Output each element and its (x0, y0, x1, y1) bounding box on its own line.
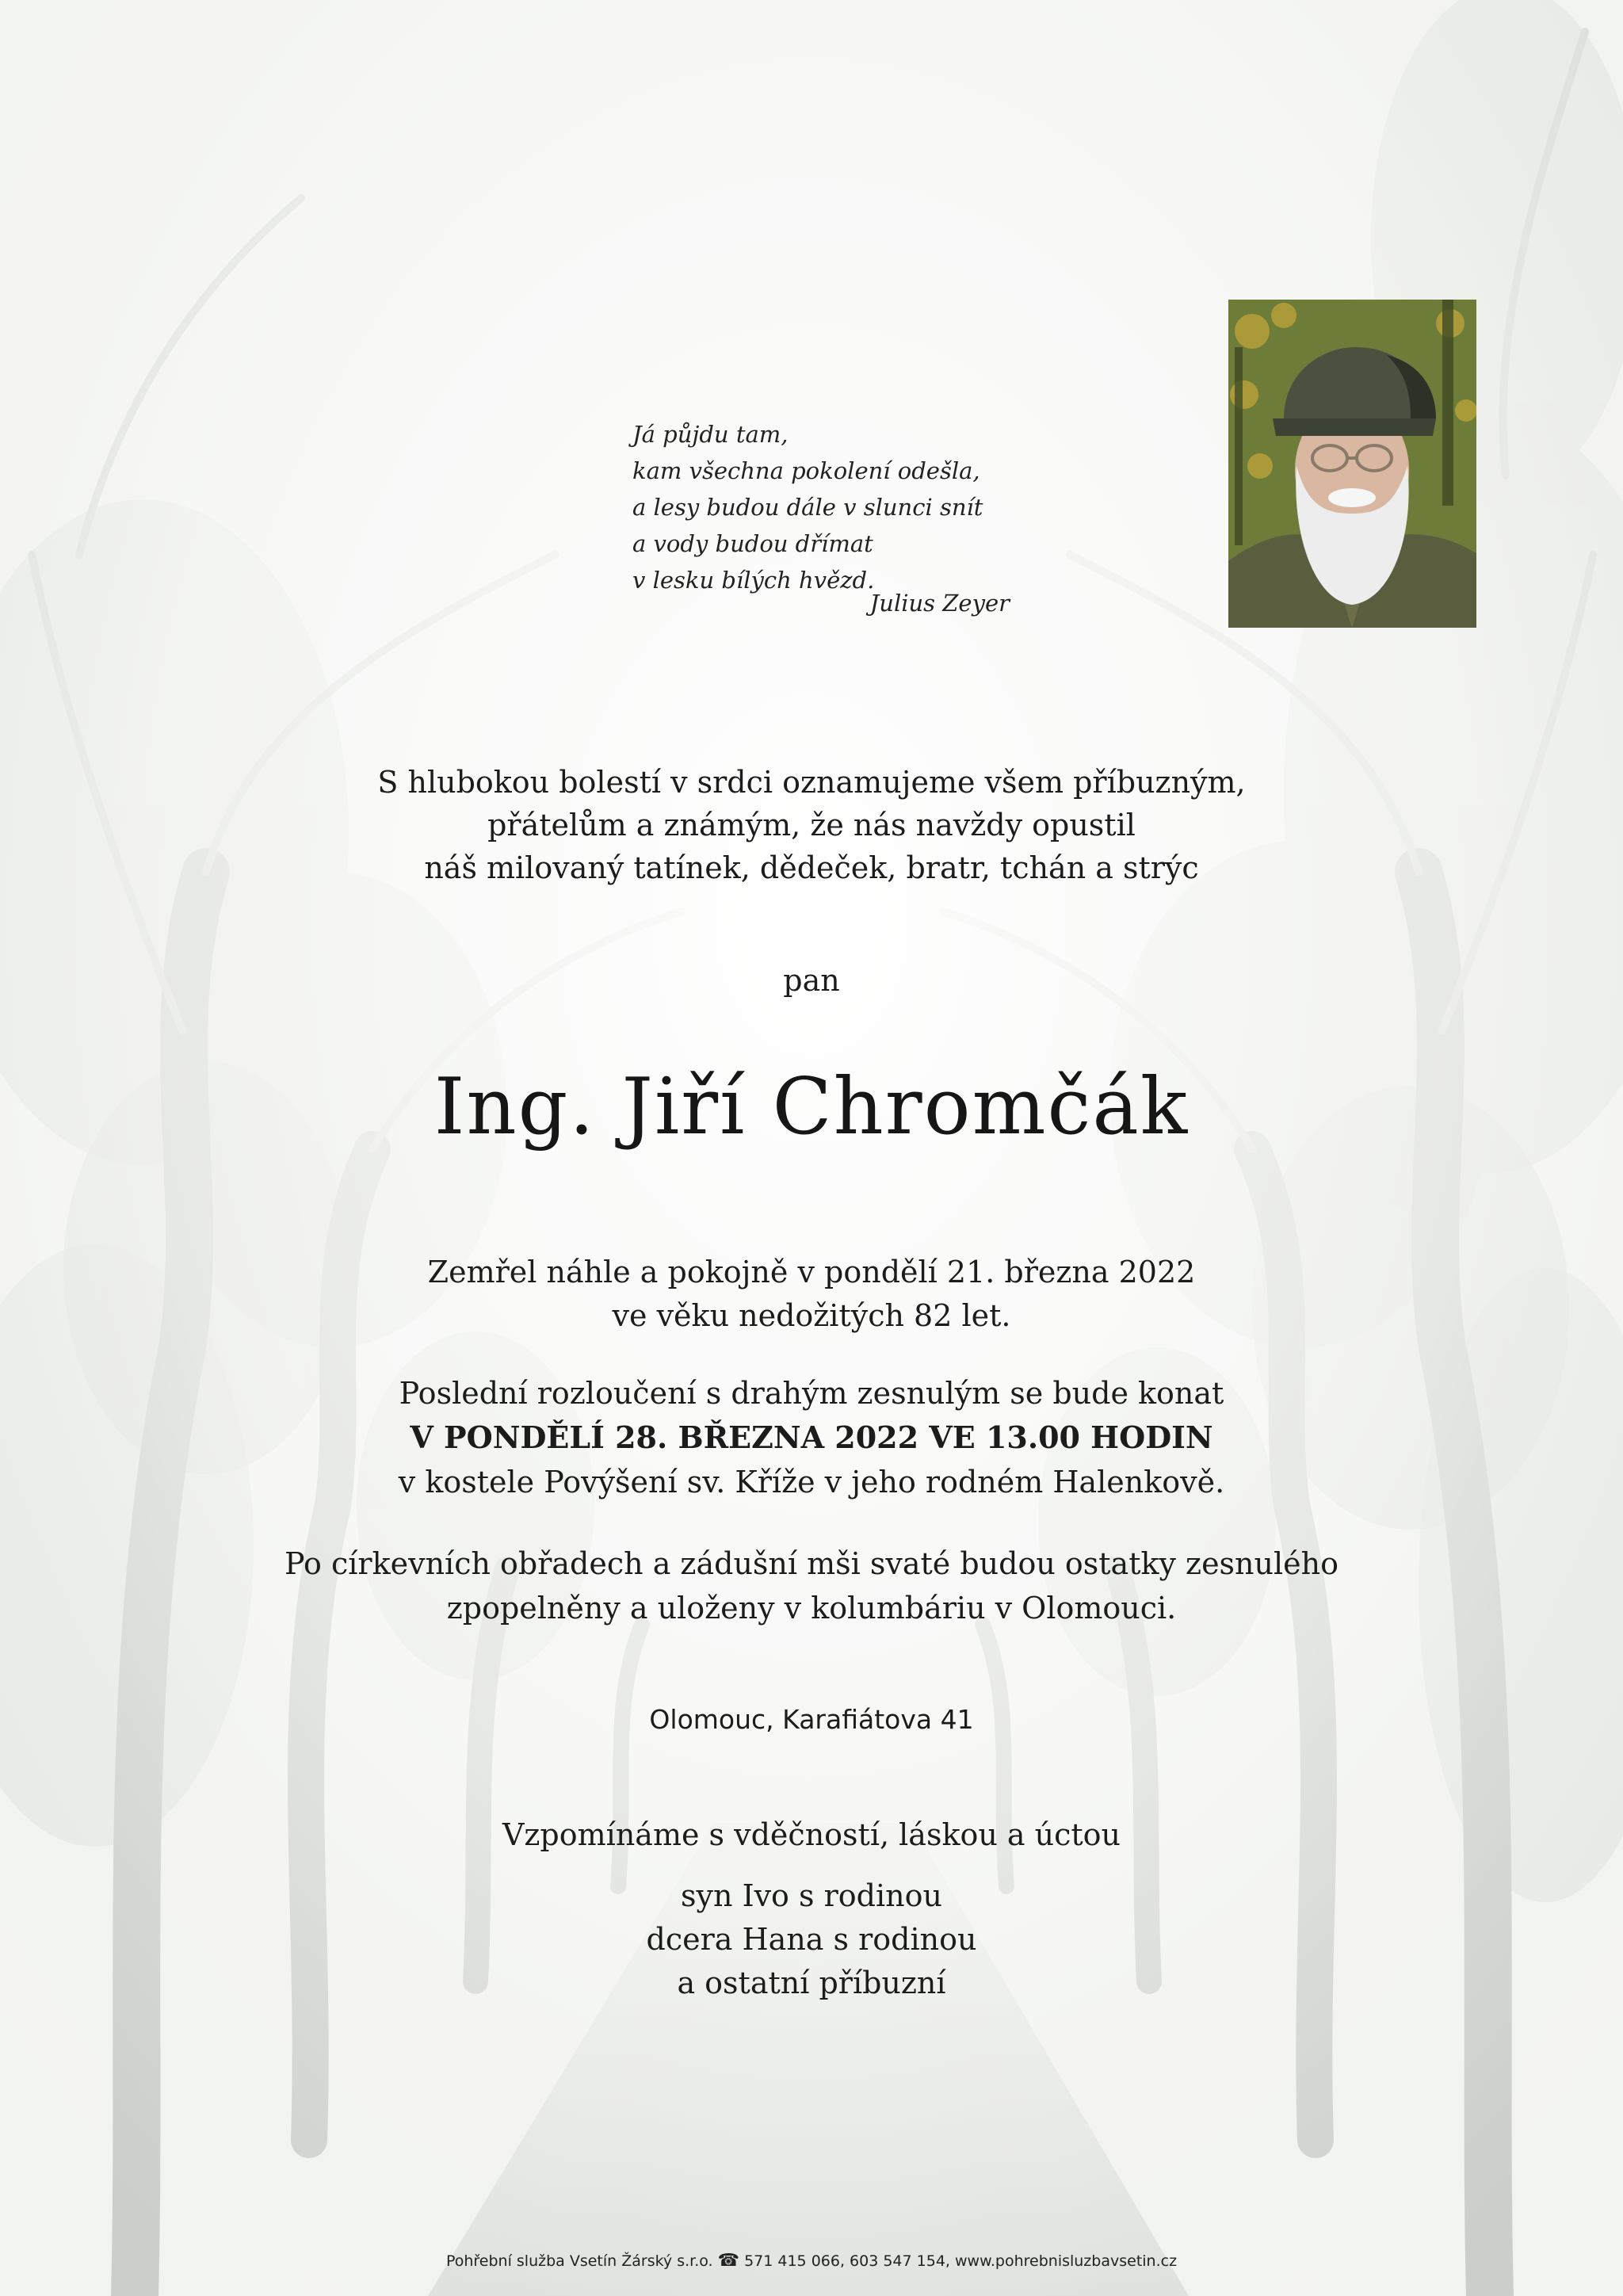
funeral-intro: Poslední rozloučení s drahým zesnulým se bude konat (399, 1376, 1224, 1411)
announcement-text (0, 761, 1623, 889)
deceased-name: Ing. Jiří Chromčák (433, 1062, 1190, 1152)
honorific: pan (783, 963, 840, 998)
death-info-line: ve věku nedožitých 82 let. (612, 1298, 1011, 1333)
portrait-photo (1228, 300, 1476, 628)
urn-info (0, 1541, 1623, 1630)
urn-info-line: Po církevních obřadech a zádušní mši svaté budou ostatky zesnulého (285, 1546, 1338, 1581)
death-info-line: Zemřel náhle a pokojně v pondělí 21. března 2022 (427, 1255, 1196, 1289)
footer (0, 2251, 1623, 2271)
poem-quote (632, 416, 1076, 598)
telephone-icon: ☎ (717, 2251, 740, 2271)
poem-author: Julius Zeyer (869, 590, 1010, 617)
poem-line: a vody budou dřímat (632, 530, 873, 557)
mourners-list (0, 1874, 1623, 2005)
funeral-datetime: V PONDĚLÍ 28. BŘEZNA 2022 VE 13.00 HODIN (410, 1419, 1213, 1455)
mourner: dcera Hana s rodinou (646, 1922, 977, 1957)
announcement-line: S hlubokou bolestí v srdci oznamujeme všem příbuzným, (377, 765, 1246, 800)
announcement-line: náš milovaný tatínek, dědeček, bratr, tchán a strýc (424, 850, 1199, 885)
mourner: syn Ivo s rodinou (681, 1878, 942, 1913)
address: Olomouc, Karafiátova 41 (649, 1704, 974, 1735)
funeral-info (0, 1371, 1623, 1504)
poem-line: v lesku bílých hvězd. (632, 567, 875, 594)
urn-info-line: zpopelněny a uloženy v kolumbáriu v Olomouci. (446, 1591, 1177, 1626)
announcement-line: přátelům a známým, že nás navždy opustil (487, 808, 1136, 842)
poem-line: a lesy budou dále v slunci snít (632, 494, 983, 521)
remembrance-line: Vzpomínáme s vděčností, láskou a úctou (502, 1817, 1121, 1852)
funeral-place: v kostele Povýšení sv. Kříže v jeho rodném Halenkově. (398, 1465, 1225, 1499)
poem-line: kam všechna pokolení odešla, (632, 457, 980, 484)
mourner: a ostatní příbuzní (677, 1966, 946, 2000)
poem-line: Já půjdu tam, (632, 421, 789, 448)
footer-contacts: 571 415 066, 603 547 154, www.pohrebnisluzbavsetin.cz (744, 2252, 1178, 2270)
death-info (0, 1251, 1623, 1338)
footer-company: Pohřební služba Vsetín Žárský s.r.o. (445, 2252, 713, 2270)
